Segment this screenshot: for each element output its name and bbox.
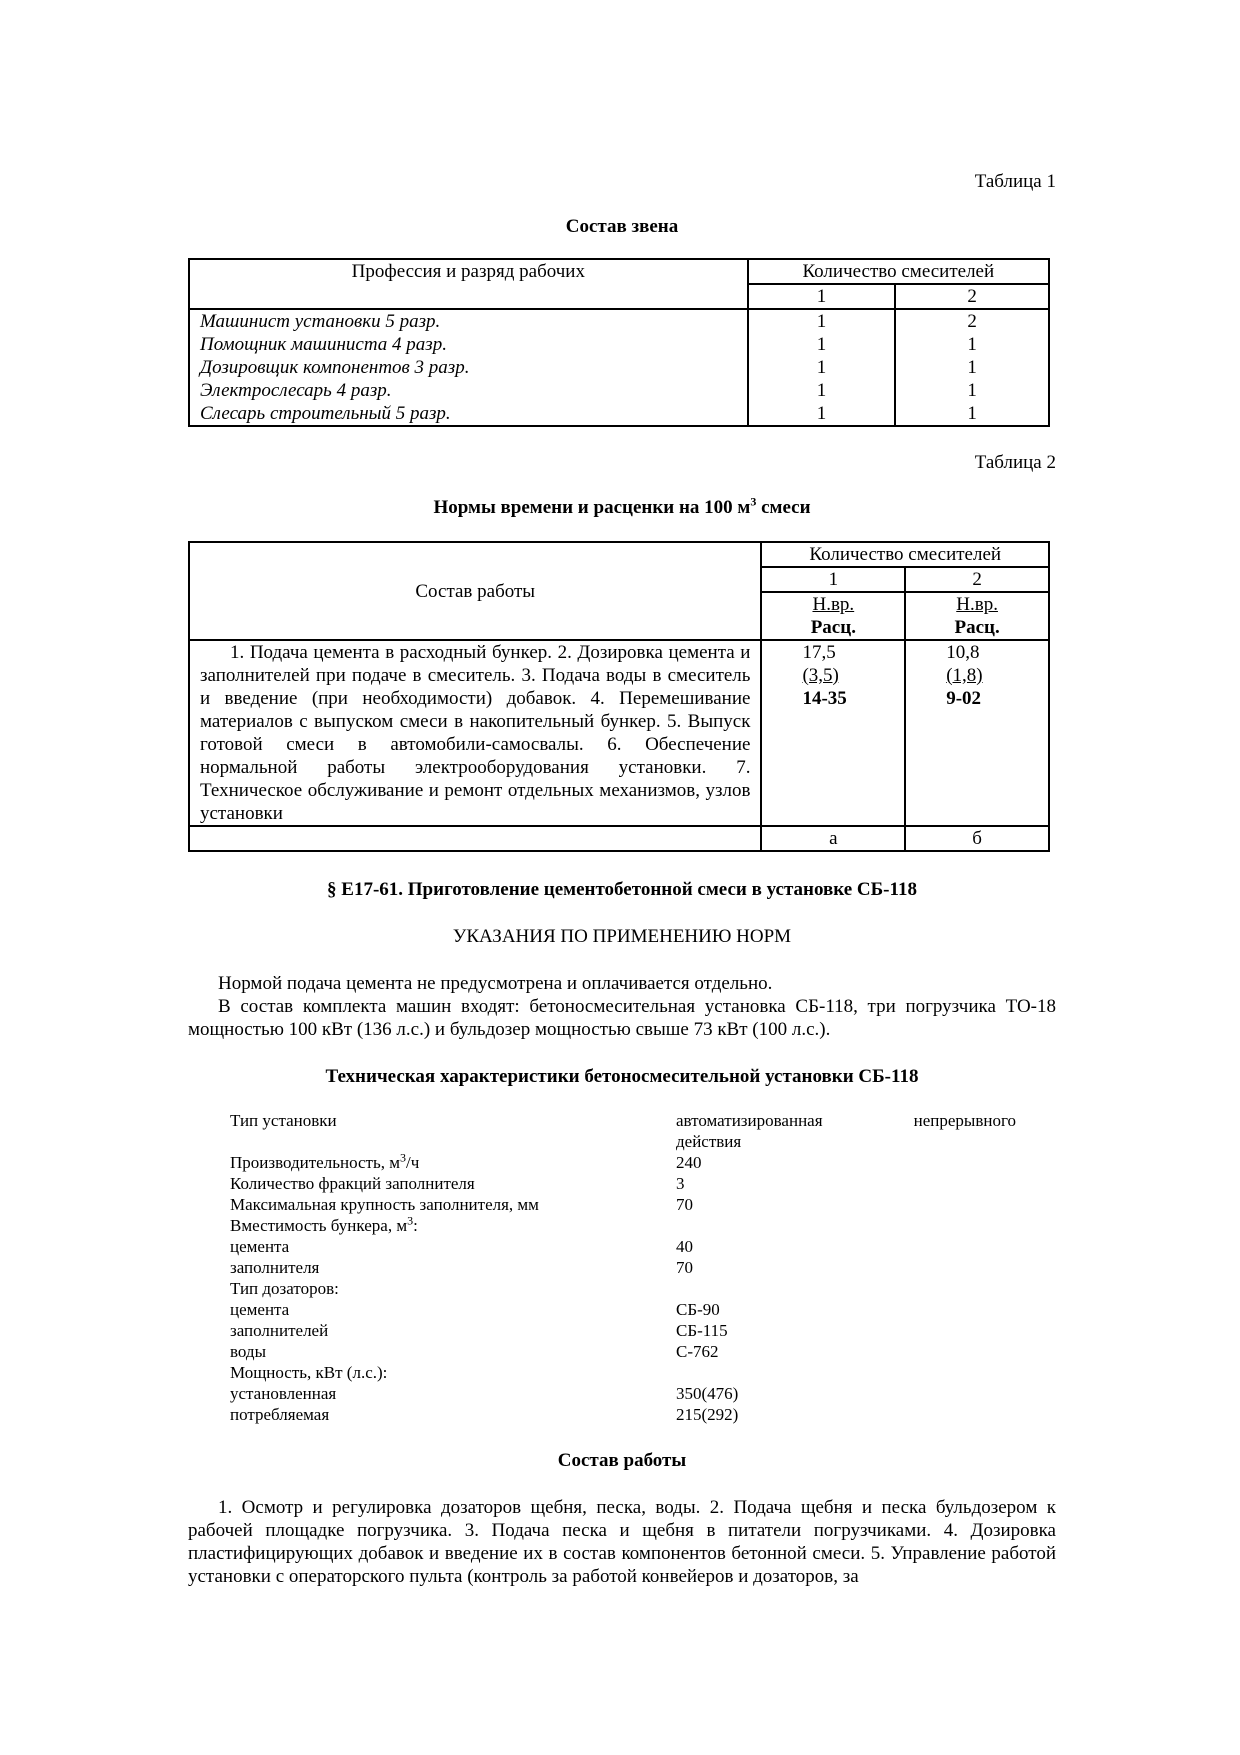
table1-subcol-1: 1	[748, 284, 896, 309]
spec-maxsize-value: 70	[676, 1195, 693, 1214]
spec-row-doser-cement	[230, 1299, 1056, 1320]
table2-col1-sub: (3,5)	[802, 665, 839, 686]
table2-body-row	[189, 640, 1049, 826]
spec-row-bunker-filler	[230, 1257, 1056, 1278]
spec-bunker-colon: :	[413, 1216, 418, 1235]
spec-row-power-consumed	[230, 1404, 1056, 1425]
spec-power-installed-label: установленная	[230, 1384, 337, 1403]
table1-names-cell	[189, 309, 748, 426]
table1-row-name: Дозировщик компонентов 3 разр.	[200, 357, 470, 378]
table2-title-main: Нормы времени и расценки на 100 м	[433, 497, 751, 518]
spec-prod-sup: 3	[399, 1150, 406, 1165]
spec-prod-value: 240	[676, 1153, 702, 1172]
table2-rate-label: Расц.	[954, 617, 1000, 638]
table2-col2-norm: 10,8	[946, 642, 980, 663]
spec-prod-unit: /ч	[405, 1153, 420, 1172]
spec-bunker-label	[230, 1215, 676, 1236]
table1-col-profession: Профессия и разряд рабочих	[189, 259, 748, 309]
table1-row-name: Электрослесарь 4 разр.	[200, 380, 392, 401]
spec-row-bunker-cement	[230, 1236, 1056, 1257]
spec-dosers-label: Тип дозаторов:	[230, 1279, 339, 1298]
table2-footer-b: б	[905, 826, 1049, 851]
spec-doser-water-label: воды	[230, 1342, 266, 1361]
spec-dosers-value-empty	[676, 1278, 1056, 1299]
table1-row-v2: 1	[967, 357, 977, 378]
spec-type-value-b: непрерывного	[913, 1111, 1016, 1130]
spec-power-installed-value: 350(476)	[676, 1384, 739, 1403]
table1-row-v2: 1	[967, 403, 977, 424]
table2-col2-values	[905, 640, 1049, 826]
spec-power-value-empty	[676, 1362, 1056, 1383]
spec-type-value-c: действия	[676, 1132, 742, 1151]
spec-fractions-value: 3	[676, 1174, 685, 1193]
spec-power-consumed-label: потребляемая	[230, 1405, 330, 1424]
table1-subcol-2: 2	[895, 284, 1049, 309]
table2-footer-empty	[189, 826, 761, 851]
table2-header-row	[189, 542, 1049, 567]
section-subtitle: УКАЗАНИЯ ПО ПРИМЕНЕНИЮ НОРМ	[452, 926, 792, 947]
table1-row-v2: 1	[967, 334, 977, 355]
table2-norm-label: Н.вр.	[812, 594, 855, 615]
spec-type-value-a: автоматизированная	[676, 1111, 823, 1130]
spec-doser-filler-value: СБ-115	[676, 1321, 728, 1340]
table2-title	[188, 496, 1056, 519]
work-text: 1. Осмотр и регулировка дозаторов щебня, песка, воды. 2. Подача щебня и песка бульдозером к рабочей площадке погрузчика. 3. Подача песка и щебня в питатели погрузчиками. 4. Дозировка пластифицирующих добавок и введение их в состав компонентов бетонной смеси. 5. Управление работой установки с операторского пульта (контроль за работой конвейеров и дозаторов, за	[188, 1497, 1056, 1587]
spec-bunker-filler-value: 70	[676, 1258, 693, 1277]
section-title: § Е17-61. Приготовление цементобетонной смеси в установке СБ-118	[327, 879, 917, 900]
spec-row-power-installed	[230, 1383, 1056, 1404]
table2-footer-row	[189, 826, 1049, 851]
table2-subcol-1: 1	[761, 567, 905, 592]
table2-col-work: Состав работы	[189, 542, 761, 640]
table1-row-v1: 1	[816, 311, 827, 332]
tech-specs	[230, 1110, 1056, 1425]
spec-bunker-filler-label: заполнителя	[230, 1258, 320, 1277]
spec-doser-cement-value: СБ-90	[676, 1300, 720, 1319]
table2-units-1	[761, 592, 905, 640]
table2-norm-label: Н.вр.	[956, 594, 998, 615]
table2-subcol-2: 2	[905, 567, 1049, 592]
table1-title: Состав звена	[565, 216, 679, 237]
spec-row-bunker	[230, 1215, 1056, 1236]
table2-title-tail: смеси	[756, 497, 811, 518]
table2-rate-label: Расц.	[810, 617, 856, 638]
table1	[188, 258, 1050, 427]
document-content	[188, 170, 1056, 1588]
table1-body-row	[189, 309, 1049, 426]
spec-type-label: Тип установки	[230, 1111, 337, 1130]
spec-row-type	[230, 1110, 1056, 1152]
table2-col1-values	[761, 640, 905, 826]
table2	[188, 541, 1050, 852]
spec-row-doser-water	[230, 1341, 1056, 1362]
table2-col1-norm: 17,5	[802, 642, 836, 663]
tech-title: Техническая характеристики бетоносмесительной установки СБ-118	[325, 1066, 919, 1087]
table1-row-v1: 1	[816, 380, 827, 401]
table1-header-row	[189, 259, 1049, 284]
spec-bunker-sup: 3	[407, 1213, 414, 1228]
table1-row-v2: 2	[967, 311, 977, 332]
spec-fractions-label: Количество фракций заполнителя	[230, 1174, 475, 1193]
spec-row-doser-filler	[230, 1320, 1056, 1341]
table2-caption: Таблица 2	[974, 452, 1056, 473]
spec-power-consumed-value: 215(292)	[676, 1405, 739, 1424]
spec-row-prod	[230, 1152, 1056, 1173]
table2-col-mixers: Количество смесителей	[761, 542, 1049, 567]
spec-bunker-cement-label: цемента	[230, 1237, 290, 1256]
table1-row-v1: 1	[816, 357, 827, 378]
spec-row-dosers	[230, 1278, 1056, 1299]
table2-col2-rate: 9-02	[946, 688, 982, 709]
spec-doser-water-value: С-762	[676, 1342, 719, 1361]
table2-work-text: 1. Подача цемента в расходный бункер. 2. Дозировка цемента и заполнителей при подаче в смеситель. 3. Подача воды в смеситель и введение (при необходимости) добавок. 4. Перемешивание материалов с выпуском смеси в накопительный бункер. 5. Выпуск готовой смеси в автомобили-самосвалы. 6. Обеспечение нормальной работы электрооборудования установки. 7. Техническое обслуживание и ремонт отдельных механизмов, узлов установки	[189, 640, 761, 826]
spec-bunker-cement-value: 40	[676, 1237, 693, 1256]
table1-col-mixers: Количество смесителей	[748, 259, 1049, 284]
table2-footer-a: а	[761, 826, 905, 851]
spec-bunker-label-text: Вместимость бункера, м	[230, 1216, 408, 1235]
spec-doser-filler-label: заполнителей	[230, 1321, 329, 1340]
table1-row-v2: 1	[967, 380, 977, 401]
spec-type-value	[676, 1110, 1056, 1152]
spec-row-fractions	[230, 1173, 1056, 1194]
table1-caption: Таблица 1	[974, 171, 1056, 192]
table2-units-2	[905, 592, 1049, 640]
section-para1: Нормой подача цемента не предусмотрена и оплачивается отдельно.	[218, 973, 773, 994]
spec-bunker-value-empty	[676, 1215, 1056, 1236]
spec-power-label: Мощность, кВт (л.с.):	[230, 1363, 388, 1382]
spec-prod-label-text: Производительность, м	[230, 1153, 400, 1172]
table1-v1-cell	[748, 309, 896, 426]
table1-row-v1: 1	[816, 334, 827, 355]
spec-row-power	[230, 1362, 1056, 1383]
table1-row-name: Машинист установки 5 разр.	[200, 311, 441, 332]
table1-row-name: Помощник машиниста 4 разр.	[200, 334, 447, 355]
spec-prod-label	[230, 1152, 676, 1173]
table2-col2-sub: (1,8)	[946, 665, 983, 686]
section-para2: В состав комплекта машин входят: бетоносмесительная установка СБ-118, три погрузчика ТО-18 мощностью 100 кВт (136 л.с.) и бульдозер мощностью свыше 73 кВт (100 л.с.).	[188, 996, 1056, 1040]
work-title: Состав работы	[557, 1450, 687, 1471]
table2-title-sup: 3	[750, 494, 757, 509]
spec-row-maxsize	[230, 1194, 1056, 1215]
table2-col1-rate: 14-35	[802, 688, 847, 709]
table1-row-name: Слесарь строительный 5 разр.	[200, 403, 451, 424]
table1-row-v1: 1	[816, 403, 827, 424]
spec-maxsize-label: Максимальная крупность заполнителя, мм	[230, 1195, 539, 1214]
spec-doser-cement-label: цемента	[230, 1300, 290, 1319]
table1-v2-cell	[895, 309, 1049, 426]
